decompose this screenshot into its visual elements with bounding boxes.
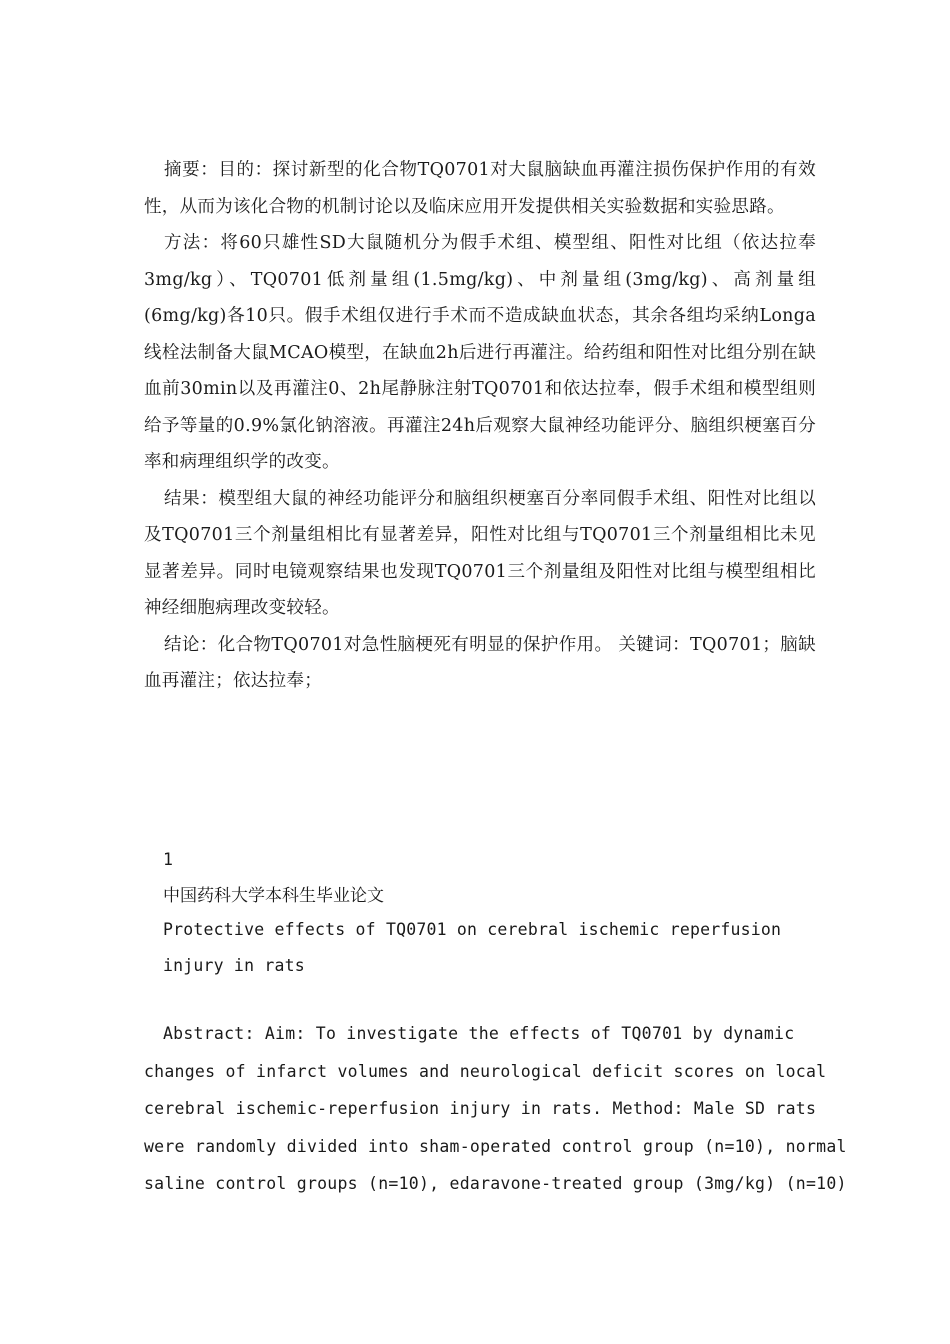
abstract-results-paragraph: 结果：模型组大鼠的神经功能评分和脑组织梗塞百分率同假手术组、阳性对比组以及TQ0701三个剂量组相比有显著差异，阳性对比组与TQ0701三个剂量组相比未见显著差异。同时电镜观察结果也发现TQ0701三个剂量组及阳性对比组与模型组相比神经细胞病理改变较轻。 [144, 488, 816, 618]
english-title [163, 912, 803, 983]
english-abstract-line: saline control groups (n=10), edaravone-treated group (3mg/kg) (n=10) [144, 1174, 847, 1193]
abstract-methods-paragraph: 方法：将60只雄性SD大鼠随机分为假手术组、模型组、阳性对比组（依达拉奉3mg/kg）、TQ0701低剂量组(1.5mg/kg)、中剂量组(3mg/kg)、高剂量组(6mg/kg)各10只。假手术组仅进行手术而不造成缺血状态，其余各组均采纳Longa线栓法制备大鼠MCAO模型，在缺血2h后进行再灌注。给药组和阳性对比组分别在缺血前30min以及再灌注0、2h尾静脉注射TQ0701和依达拉奉，假手术组和模型组则给予等量的0.9%氯化钠溶液。再灌注24h后观察大鼠神经功能评分、脑组织梗塞百分率和病理组织学的改变。 [144, 233, 816, 472]
page-number: 1 [163, 850, 173, 869]
english-abstract-line: Abstract: Aim: To investigate the effects of TQ0701 by dynamic [163, 1024, 795, 1043]
english-abstract [144, 1015, 847, 1203]
chinese-abstract [144, 152, 816, 700]
university-thesis-label: 中国药科大学本科生毕业论文 [163, 886, 384, 906]
abstract-objective-paragraph: 摘要：目的：探讨新型的化合物TQ0701对大鼠脑缺血再灌注损伤保护作用的有效性，从而为该化合物的机制讨论以及临床应用开发提供相关实验数据和实验思路。 [144, 160, 816, 217]
abstract-conclusion-paragraph: 结论：化合物TQ0701对急性脑梗死有明显的保护作用。 关键词：TQ0701；脑缺血再灌注；依达拉奉； [144, 634, 816, 691]
english-abstract-line: changes of infarct volumes and neurological deficit scores on local [144, 1061, 827, 1081]
page-header-block [163, 842, 823, 914]
english-title-line: injury in rats [163, 955, 305, 975]
english-abstract-line: were randomly divided into sham-operated control group (n=10), normal [144, 1136, 847, 1156]
english-title-line: Protective effects of TQ0701 on cerebral ischemic reperfusion [163, 920, 782, 939]
english-abstract-line: cerebral ischemic-reperfusion injury in rats. Method: Male SD rats [144, 1099, 817, 1118]
